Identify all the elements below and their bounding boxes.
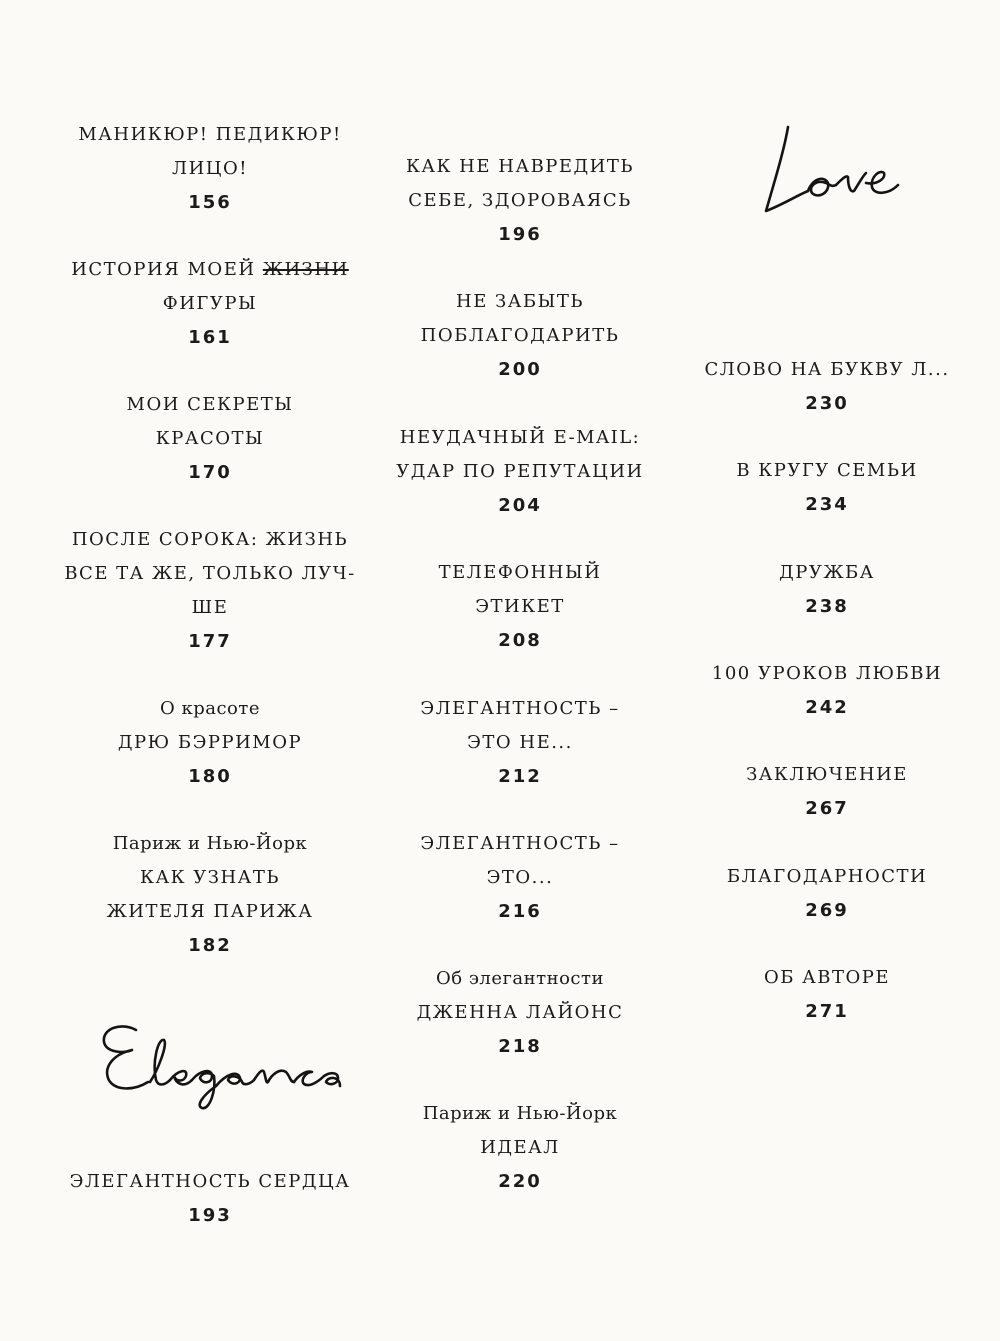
entry-title: ШЕ xyxy=(191,597,229,618)
page-number: 220 xyxy=(498,1171,542,1192)
struck-word: ЖИЗНИ xyxy=(262,259,349,280)
toc-column-1 xyxy=(60,0,360,1341)
entry-title: КРАСОТЫ xyxy=(155,428,265,449)
entry-title: В КРУГУ СЕМЬИ xyxy=(736,460,918,481)
page-number: 180 xyxy=(188,766,232,787)
page-number: 204 xyxy=(498,495,542,516)
toc-entry[interactable] xyxy=(60,692,360,794)
entry-title xyxy=(60,253,360,287)
entry-title: ОБ АВТОРЕ xyxy=(763,967,891,988)
entry-title: ДРУЖБА xyxy=(779,562,875,583)
entry-title: НЕ ЗАБЫТЬ xyxy=(456,291,584,312)
entry-title: СЛОВО НА БУКВУ Л... xyxy=(704,359,950,380)
entry-title: ЖИТЕЛЯ ПАРИЖА xyxy=(106,901,314,922)
elegance-script-logo xyxy=(92,1010,342,1115)
entry-title: ПОБЛАГОДАРИТЬ xyxy=(420,325,620,346)
entry-title: ЭТИКЕТ xyxy=(475,596,565,617)
toc-entry[interactable] xyxy=(677,758,977,826)
entry-title: ЭЛЕГАНТНОСТЬ – xyxy=(420,833,620,854)
page-number: 238 xyxy=(805,596,849,617)
page-number: 269 xyxy=(805,900,849,921)
entry-title: ЭТО... xyxy=(486,867,554,888)
toc-entry[interactable] xyxy=(677,454,977,522)
entry-title: МАНИКЮР! ПЕДИКЮР! xyxy=(78,124,342,145)
page-number: 177 xyxy=(188,631,232,652)
page-number: 271 xyxy=(805,1001,849,1022)
entry-title: ЛИЦО! xyxy=(172,158,248,179)
entry-subtitle: Париж и Нью-Йорк xyxy=(112,833,308,854)
entry-title: ФИГУРЫ xyxy=(162,293,258,314)
toc-entry[interactable] xyxy=(60,1165,360,1233)
page-number: 208 xyxy=(498,630,542,651)
entry-title: КАК НЕ НАВРЕДИТЬ xyxy=(405,156,635,177)
entry-title: ЭЛЕГАНТНОСТЬ СЕРДЦА xyxy=(69,1171,351,1192)
page-number: 216 xyxy=(498,901,542,922)
toc-entry[interactable] xyxy=(677,657,977,725)
toc-entry[interactable] xyxy=(370,962,670,1064)
entry-title: ПОСЛЕ СОРОКА: ЖИЗНЬ xyxy=(71,529,349,550)
toc-entry[interactable] xyxy=(370,556,670,658)
entry-title: БЛАГОДАРНОСТИ xyxy=(726,866,928,887)
entry-title: НЕУДАЧНЫЙ E-MAIL: xyxy=(399,427,641,448)
entry-title-prefix: ИСТОРИЯ МОЕЙ xyxy=(71,259,256,280)
page-number: 200 xyxy=(498,359,542,380)
toc-entry[interactable] xyxy=(677,353,977,421)
entry-title: МОИ СЕКРЕТЫ xyxy=(126,394,294,415)
page-number: 170 xyxy=(188,462,232,483)
entry-title: ЭЛЕГАНТНОСТЬ – xyxy=(420,698,620,719)
page-number: 234 xyxy=(805,494,849,515)
page-number: 161 xyxy=(188,327,232,348)
page-number: 242 xyxy=(805,697,849,718)
page-number: 156 xyxy=(188,192,232,213)
page-number: 212 xyxy=(498,766,542,787)
toc-entry[interactable] xyxy=(370,1097,670,1199)
toc-column-2 xyxy=(370,0,670,1341)
page-number: 218 xyxy=(498,1036,542,1057)
entry-title: ДЖЕННА ЛАЙОНС xyxy=(416,1002,624,1023)
toc-entry[interactable] xyxy=(370,827,670,929)
entry-subtitle: Об элегантности xyxy=(436,968,604,989)
entry-title: ВСЕ ТА ЖЕ, ТОЛЬКО ЛУЧ- xyxy=(64,563,356,584)
toc-entry[interactable] xyxy=(370,150,670,252)
page-number: 196 xyxy=(498,224,542,245)
entry-title: КАК УЗНАТЬ xyxy=(140,867,280,888)
entry-subtitle: О красоте xyxy=(159,698,260,719)
entry-title: ИДЕАЛ xyxy=(480,1137,560,1158)
entry-subtitle: Париж и Нью-Йорк xyxy=(422,1103,618,1124)
toc-entry[interactable] xyxy=(60,253,360,355)
toc-entry[interactable] xyxy=(60,118,360,220)
page-number: 267 xyxy=(805,798,849,819)
toc-entry[interactable] xyxy=(677,961,977,1029)
toc-entry[interactable] xyxy=(370,692,670,794)
entry-title: 100 УРОКОВ ЛЮБВИ xyxy=(711,663,943,684)
toc-entry[interactable] xyxy=(677,860,977,928)
entry-title: ТЕЛЕФОННЫЙ xyxy=(438,562,602,583)
page-number: 182 xyxy=(188,935,232,956)
toc-entry[interactable] xyxy=(677,556,977,624)
elegance-script-drawing xyxy=(92,1010,342,1115)
entry-title: ЭТО НЕ... xyxy=(467,732,573,753)
toc-column-3 xyxy=(677,0,977,1341)
toc-entry[interactable] xyxy=(370,421,670,523)
page-number: 230 xyxy=(805,393,849,414)
entry-title: ЗАКЛЮЧЕНИЕ xyxy=(746,764,908,785)
toc-entry[interactable] xyxy=(60,523,360,659)
page-number: 193 xyxy=(188,1205,232,1226)
toc-entry[interactable] xyxy=(60,827,360,963)
entry-title: ДРЮ БЭРРИМОР xyxy=(117,732,303,753)
entry-title: СЕБЕ, ЗДОРОВАЯСЬ xyxy=(408,190,632,211)
toc-entry[interactable] xyxy=(370,285,670,387)
toc-entry[interactable] xyxy=(60,388,360,490)
entry-title: УДАР ПО РЕПУТАЦИИ xyxy=(396,461,644,482)
